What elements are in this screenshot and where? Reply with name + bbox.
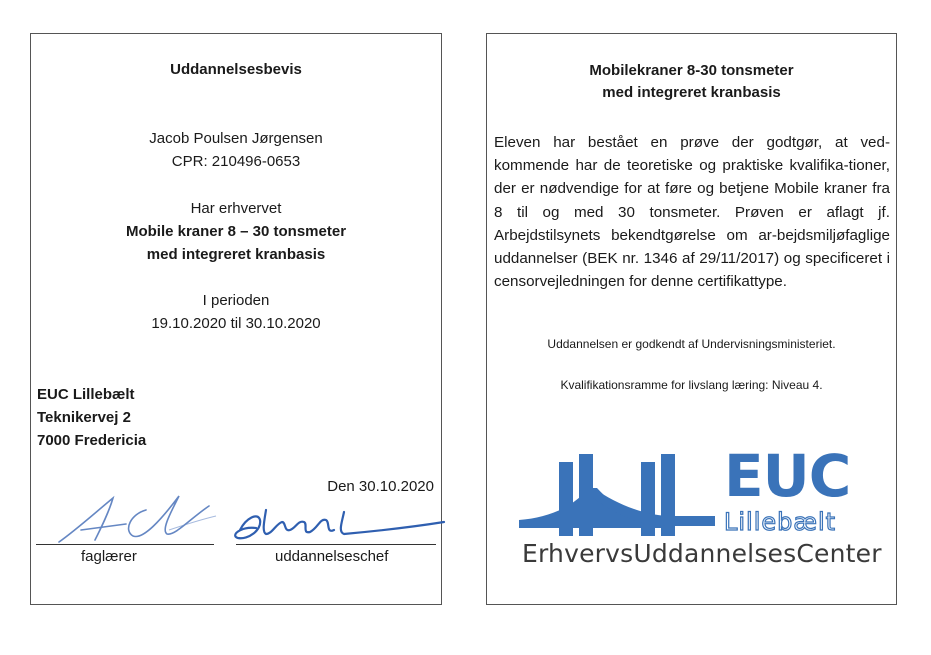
- holder-name: Jacob Poulsen Jørgensen: [149, 130, 323, 147]
- school-city: 7000 Fredericia: [37, 432, 147, 449]
- qualification-level: Kvalifikationsramme for livslang læring: Niveau 4.: [560, 378, 823, 392]
- course-title-line1: Mobilekraner 8-30 tonsmeter: [589, 62, 794, 79]
- chief-signature: [226, 500, 446, 548]
- school-name: EUC Lillebælt: [37, 386, 135, 403]
- course-name-line1: Mobile kraner 8 – 30 tonsmeter: [125, 223, 347, 240]
- chief-signature-line: [236, 544, 436, 545]
- certificate-front-card: [30, 33, 442, 605]
- acquired-label: Har erhvervet: [190, 200, 282, 217]
- course-name-line2: med integreret kranbasis: [146, 246, 326, 263]
- school-address: [37, 383, 146, 452]
- teacher-signature: [51, 490, 221, 550]
- teacher-signature-line: [36, 544, 214, 545]
- euc-logo-icon: [517, 454, 717, 536]
- logo-city-text: Lillebælt: [724, 508, 837, 536]
- logo-euc-text: EUC: [724, 442, 851, 510]
- certificate-back-card: [486, 33, 897, 605]
- course-title-line2: med integreret kranbasis: [602, 84, 781, 101]
- period-label: I perioden: [202, 292, 270, 309]
- approval-statement: Uddannelsen er godkendt af Undervisningsministeriet.: [547, 337, 836, 351]
- chief-label: uddannelseschef: [275, 548, 389, 565]
- logo-center-text: ErhvervsUddannelsesCenter: [522, 539, 882, 568]
- school-street: Teknikervej 2: [37, 409, 131, 426]
- issue-date: Den 30.10.2020: [327, 478, 434, 495]
- course-description: Eleven har bestået en prøve der godtgør, at ved-kommende har de teoretiske og praktiske kvalifika-tioner, der er nødvendige for at føre og betjene Mobile kraner fra 8 til og med 30 tonsmeter. Prøven er aflagt jf. Arbejdstilsynets bekendtgørelse om ar-bejdsmiljøfaglige uddannelser (BEK nr. 1346 af 29/11/2017) og specificeret i censorvejledningen for denne certifikattype.: [494, 134, 890, 291]
- period-dates: 19.10.2020 til 30.10.2020: [151, 315, 321, 332]
- certificate-title: Uddannelsesbevis: [170, 61, 302, 78]
- teacher-label: faglærer: [81, 548, 137, 565]
- holder-cpr: CPR: 210496-0653: [171, 153, 301, 170]
